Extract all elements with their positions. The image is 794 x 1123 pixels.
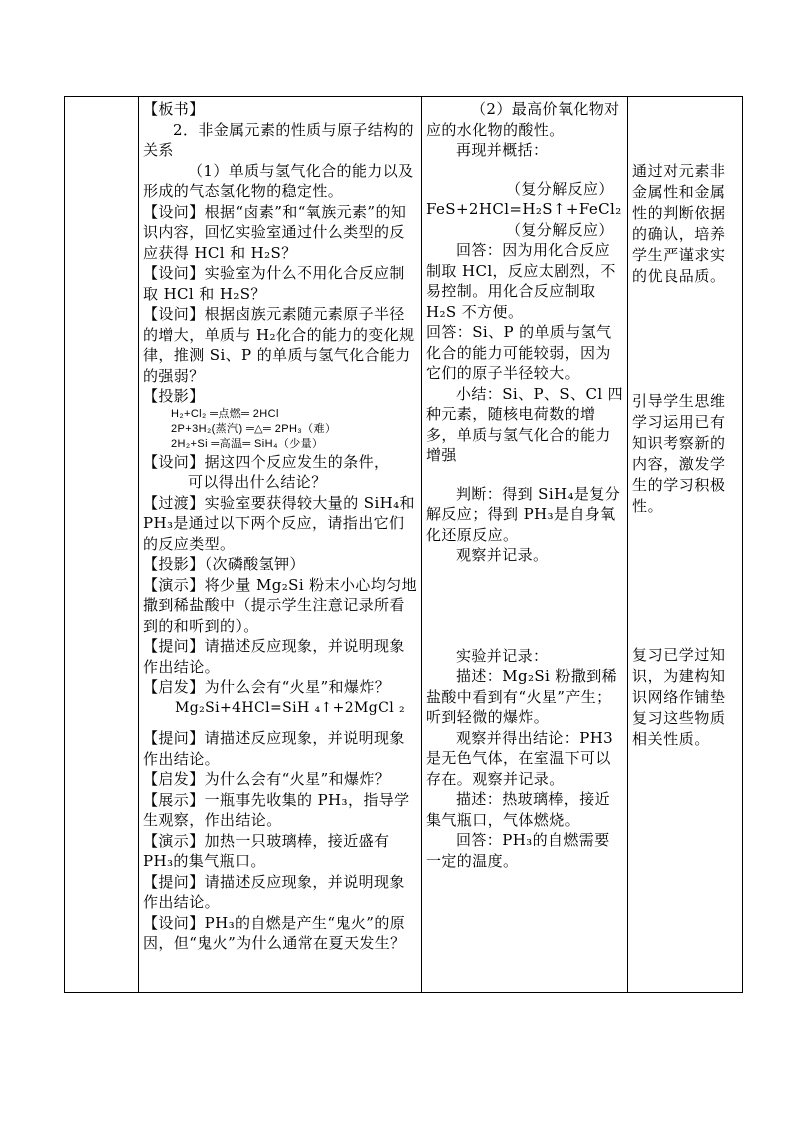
experiment-record: 实验并记录：	[456, 646, 549, 665]
ask-1: 【提问】请描述反应现象，并说明现象作出结论。	[143, 637, 405, 676]
equations-block	[143, 407, 418, 452]
question-5: 【设问】PH₃的自燃是产生“鬼火”的原因，但“鬼火”为什么通常在夏天发生？	[143, 913, 406, 952]
question-2: 【设问】实验室为什么不用化合反应制取 HCl 和 H₂S？	[143, 264, 405, 303]
lesson-table	[64, 96, 743, 993]
reaction-formula: Mg₂Si+4HCl=SiH ₄↑+2MgCl ₂	[175, 699, 406, 716]
question-4-cont: 可以得出什么结论？	[188, 473, 327, 491]
reaction-type-1: （复分解反应）	[506, 179, 614, 198]
intent-1: 通过对元素非金属性和金属性的判断依据的确认，培养学生严谨求实的优良品质。	[632, 162, 726, 285]
summary: 小结：Si、P、S、Cl 四种元素，随核电荷数的增多，单质与氢气化合的能力增强	[426, 384, 624, 464]
demo-2: 【演示】加热一只玻璃棒，接近盛有 PH₃的集气瓶口。	[143, 831, 390, 870]
conclusion-ph3: 观察并得出结论：PH3 是无色气体，在室温下可以存在。观察并记录。	[426, 728, 614, 788]
teacher-activity-cell	[139, 97, 422, 993]
intent-3: 复习已学过知识，为建构知识网络作铺垫复习这些物质相关性质。	[632, 646, 726, 748]
description-1: 描述：Mg₂Si 粉撒到稀盐酸中看到有“火星”产生；听到轻微的爆炸。	[426, 667, 618, 726]
fes-equation: FeS+2HCl=H₂S↑+FeCl₂	[426, 200, 622, 218]
question-1: 【设问】根据“卤素”和“氧族元素”的知识内容，回忆实验室通过什么类型的反应获得 HCl 和 H₂S？	[143, 202, 407, 262]
section-title: 2．非金属元素的性质与原子结构的关系	[143, 120, 414, 159]
projection-2: 【投影】（次磷酸氢钾）	[143, 555, 305, 573]
equation-sih4: 2H₂+Si ═高温═ SiH₄（少量）	[171, 437, 324, 450]
student-activity-cell	[422, 97, 628, 993]
question-3: 【设问】根据卤族元素随元素原子半径的增大，单质与 H₂化合的能力的变化规律，推测 Si、P 的单质与氢气化合能力的强弱？	[143, 305, 415, 385]
board-heading: 【板书】	[143, 100, 205, 118]
show-ph3: 【展示】一瓶事先收集的 PH₃，指导学生观察，作出结论。	[143, 790, 410, 829]
equation-ph3: 2P+3H₂(蒸汽) ═△═ 2PH₃（难）	[171, 422, 337, 435]
ask-3: 【提问】请描述反应现象，并说明现象作出结论。	[143, 872, 405, 911]
table-row	[65, 97, 743, 993]
reaction-type-2: （复分解反应）	[506, 220, 614, 239]
description-2: 描述：热玻璃棒，接近集气瓶口，气体燃烧。	[426, 790, 611, 829]
transition: 【过渡】实验室要获得较大量的 SiH₄和 PH₃是通过以下两个反应，请指出它们的反应类型。	[143, 493, 415, 553]
recall-summary: 再现并概括：	[456, 141, 549, 159]
answer-2: 回答：Si、P 的单质与氢气化合的能力可能较弱，因为它们的原子半径较大。	[426, 323, 612, 382]
judgement: 判断：得到 SiH₄是复分解反应；得到 PH₃是自身氧化还原反应。	[426, 484, 621, 544]
blank-column-cell	[65, 97, 139, 993]
inspire-2: 【启发】为什么会有“火星”和爆炸？	[143, 770, 391, 788]
ask-2: 【提问】请描述反应现象，并说明现象作出结论。	[143, 729, 405, 768]
projection-label: 【投影】	[143, 387, 205, 405]
question-4: 【设问】据这四个反应发生的条件，	[143, 452, 390, 471]
answer-3: 回答：PH₃的自燃需要一定的温度。	[426, 831, 610, 870]
equation-hcl: H₂+Cl₂ ═点燃═ 2HCl	[171, 407, 279, 420]
observe-record: 观察并记录。	[456, 546, 549, 564]
answer-1: 回答：因为用化合反应制取 HCl，反应太剧烈，不易控制。用化合反应制取 H₂S 不方便。	[426, 241, 616, 321]
intent-2: 引导学生思维学习运用已有知识考察新的内容，激发学生的学习积极性。	[632, 392, 726, 515]
inspire-1: 【启发】为什么会有“火星”和爆炸？	[143, 678, 391, 696]
design-intent-cell	[628, 97, 743, 993]
subsection-1: （1）单质与氢气化合的能力以及形成的气态氢化物的稳定性。	[143, 161, 414, 200]
demo-1: 【演示】将少量 Mg₂Si 粉末小心均匀地撒到稀盐酸中（提示学生注意记录所看到的和听到的）。	[143, 575, 417, 635]
subsection-2: （2）最高价氧化物对应的水化物的酸性。	[426, 100, 620, 139]
